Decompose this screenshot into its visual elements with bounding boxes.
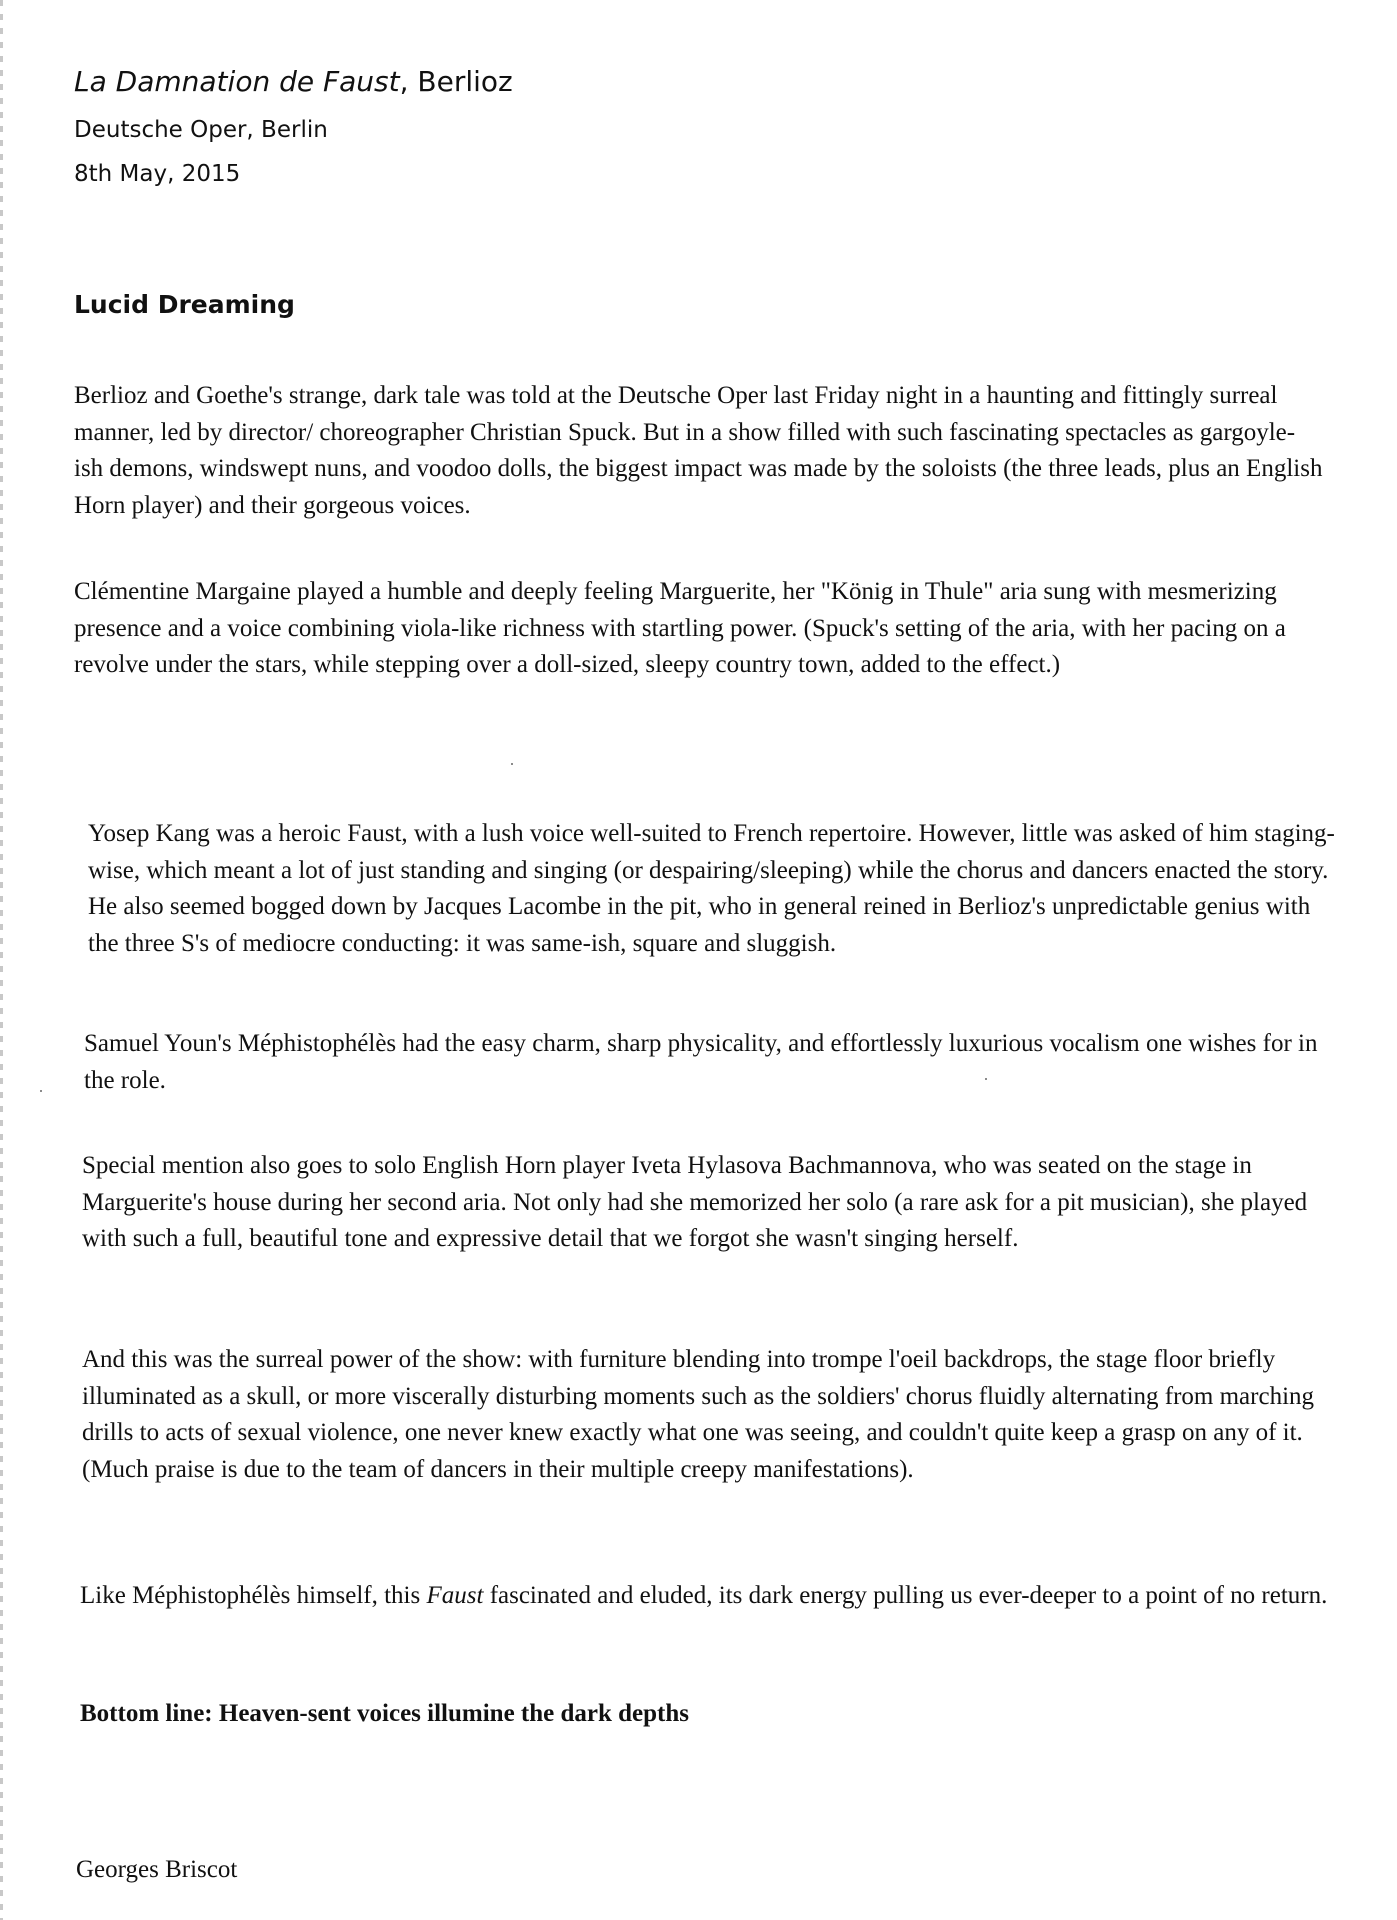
paragraph-intro: Berlioz and Goethe's strange, dark tale was told at the Deutsche Oper last Friday night in a haunting and fittingly surreal manner, led by director/ choreographer Christian Spuck. But in a show filled with such fascinating spectacles as gargoyle-ish demons, windswept nuns, and voodoo dolls, the biggest impact was made by the soloists (the three leads, plus an English Horn player) and their gorgeous voices. bbox=[74, 382, 1323, 519]
scan-speck bbox=[40, 1090, 42, 1092]
paragraph-marguerite: Clémentine Margaine played a humble and deeply feeling Marguerite, her "König in Thule" aria sung with mesmerizing presence and a voice combining viola-like richness with startling power. (Spuck's setting of the aria, with her pacing on a revolve under the stars, while stepping over a doll-sized, sleepy country town, added to the effect.) bbox=[74, 578, 1286, 678]
bottom-line: Bottom line: Heaven-sent voices illumine the dark depths bbox=[80, 1700, 690, 1727]
composer-name: , Berlioz bbox=[399, 65, 513, 98]
scan-speck bbox=[985, 1078, 987, 1080]
venue-line: Deutsche Oper, Berlin bbox=[74, 117, 328, 143]
paragraph-surreal-power: And this was the surreal power of the show: with furniture blending into trompe l'oeil backdrops, the stage floor briefly illuminated as a skull, or more viscerally disturbing moments such as the soldiers' chorus fluidly alternating from marching drills to acts of sexual violence, one never knew exactly what one was seeing, and couldn't quite keep a grasp on any of it. (Much praise is due to the team of dancers in their multiple creepy manifestations). bbox=[82, 1346, 1315, 1483]
paragraph-faust: Yosep Kang was a heroic Faust, with a lush voice well-suited to French repertoire. However, little was asked of him staging-wise, which meant a lot of just standing and singing (or despairing/sleeping) while the chorus and dancers enacted the story. He also seemed bogged down by Jacques Lacombe in the pit, who in general reined in Berlioz's unpredictable genius with the three S's of mediocre conducting: it was same-ish, square and sluggish. bbox=[88, 820, 1335, 957]
author-byline: Georges Briscot bbox=[76, 1856, 238, 1883]
opera-title: La Damnation de Faust bbox=[74, 65, 400, 98]
conclusion-text-end: fascinated and eluded, its dark energy pulling us ever-deeper to a point of no return. bbox=[483, 1582, 1328, 1609]
review-title bbox=[74, 62, 513, 102]
faust-italic: Faust bbox=[426, 1582, 484, 1609]
paragraph-conclusion bbox=[80, 1578, 1330, 1615]
scan-page-edge bbox=[0, 0, 3, 1920]
paragraph-english-horn: Special mention also goes to solo English Horn player Iveta Hylasova Bachmannova, who was seated on the stage in Marguerite's house during her second aria. Not only had she memorized her solo (a rare ask for a pit musician), she played with such a full, beautiful tone and expressive detail that we forgot she wasn't singing herself. bbox=[82, 1152, 1308, 1252]
paragraph-mephistopheles: Samuel Youn's Méphistophélès had the easy charm, sharp physicality, and effortlessly luxurious vocalism one wishes for in the role. bbox=[84, 1030, 1318, 1094]
conclusion-text-start: Like Méphistophélès himself, this bbox=[80, 1582, 427, 1609]
date-line: 8th May, 2015 bbox=[74, 161, 241, 187]
article-headline: Lucid Dreaming bbox=[74, 290, 295, 319]
scan-speck bbox=[511, 763, 513, 765]
